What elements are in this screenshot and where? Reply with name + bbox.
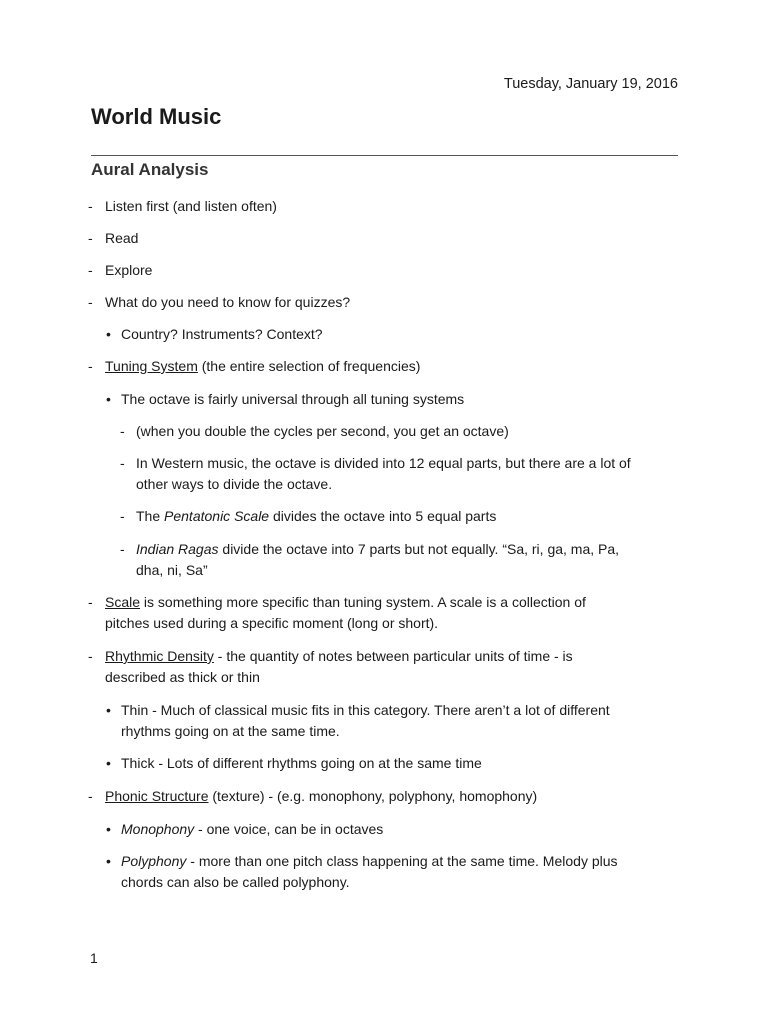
term-monophony: Monophony [121, 821, 195, 837]
bullet-marker: • [106, 755, 111, 771]
list-item-octave [106, 389, 464, 410]
list-item-monophony [106, 819, 383, 840]
dash-marker: - [120, 508, 125, 524]
list-item-text: Explore [105, 262, 153, 278]
list-item-listen [88, 196, 277, 217]
dash-marker: - [88, 788, 93, 804]
list-item-text: Thick - Lots of different rhythms going on at the same time [121, 755, 482, 771]
list-item-text: Phonic Structure (texture) - (e.g. monophony, polyphony, homophony) [105, 788, 538, 804]
dash-marker: - [120, 423, 125, 439]
list-item-read [88, 228, 138, 249]
term-indian-ragas: Indian Ragas [136, 541, 219, 557]
list-item-text: In Western music, the octave is divided into 12 equal parts, but there are a lot of other ways to divide the octave. [136, 455, 631, 492]
title-divider [91, 155, 678, 156]
list-item-polyphony [106, 851, 618, 893]
list-item-text: What do you need to know for quizzes? [105, 294, 351, 310]
list-item-text: Thin - Much of classical music fits in this category. There aren’t a lot of different rhythms going on at the same time. [121, 702, 610, 739]
list-item-thin [106, 700, 610, 742]
bullet-marker: • [106, 821, 111, 837]
list-item-text: The Pentatonic Scale divides the octave into 5 equal parts [136, 508, 497, 524]
list-item-western-music [120, 453, 631, 495]
list-item-explore [88, 260, 152, 281]
bullet-marker: • [106, 326, 111, 342]
bullet-marker: • [106, 391, 111, 407]
list-item-text: Scale is something more specific than tuning system. A scale is a collection of pitches used during a specific moment (long or short). [105, 594, 586, 631]
list-item-quizzes [88, 292, 350, 313]
list-item-double-cycles [120, 421, 509, 442]
term-description: (the entire selection of frequencies) [197, 358, 421, 374]
list-item-pentatonic [120, 506, 496, 527]
list-item-quiz-topics [106, 324, 323, 345]
page-number: 1 [90, 950, 98, 966]
term-polyphony: Polyphony [121, 853, 187, 869]
dash-marker: - [88, 648, 93, 664]
bullet-marker: • [106, 853, 111, 869]
dash-marker: - [88, 262, 93, 278]
list-item-scale [88, 592, 586, 634]
list-item-text: The octave is fairly universal through all tuning systems [121, 391, 465, 407]
dash-marker: - [88, 230, 93, 246]
list-item-tuning-system [88, 356, 420, 377]
term-rhythmic-density: Rhythmic Density [105, 648, 214, 664]
list-item-phonic-structure [88, 786, 537, 807]
list-item-thick [106, 753, 482, 774]
list-item-rhythmic-density [88, 646, 573, 688]
dash-marker: - [120, 541, 125, 557]
list-item-text: Listen first (and listen often) [105, 198, 277, 214]
term-pentatonic-scale: Pentatonic Scale [164, 508, 270, 524]
dash-marker: - [88, 198, 93, 214]
list-item-text: Indian Ragas divide the octave into 7 parts but not equally. “Sa, ri, ga, ma, Pa, dha, ni, Sa” [136, 541, 620, 578]
list-item-text: Rhythmic Density - the quantity of notes between particular units of time - is described as thick or thin [105, 648, 573, 685]
section-heading: Aural Analysis [91, 160, 209, 179]
term-tuning-system: Tuning System [105, 358, 198, 374]
dash-marker: - [88, 294, 93, 310]
list-item-text: Country? Instruments? Context? [121, 326, 323, 342]
list-item-text: Read [105, 230, 139, 246]
bullet-marker: • [106, 702, 111, 718]
list-item-text: Monophony - one voice, can be in octaves [121, 821, 384, 837]
list-item-indian-ragas [120, 539, 619, 581]
dash-marker: - [88, 358, 93, 374]
dash-marker: - [120, 455, 125, 471]
document-date: Tuesday, January 19, 2016 [503, 76, 678, 92]
list-item-text: (when you double the cycles per second, you get an octave) [136, 423, 509, 439]
list-item-text [105, 356, 420, 377]
term-scale: Scale [105, 594, 141, 610]
dash-marker: - [88, 594, 93, 610]
page-title: World Music [91, 104, 222, 129]
term-phonic-structure: Phonic Structure [105, 788, 209, 804]
list-item-text: Polyphony - more than one pitch class happening at the same time. Melody plus chords can also be called polyphony. [121, 853, 618, 890]
